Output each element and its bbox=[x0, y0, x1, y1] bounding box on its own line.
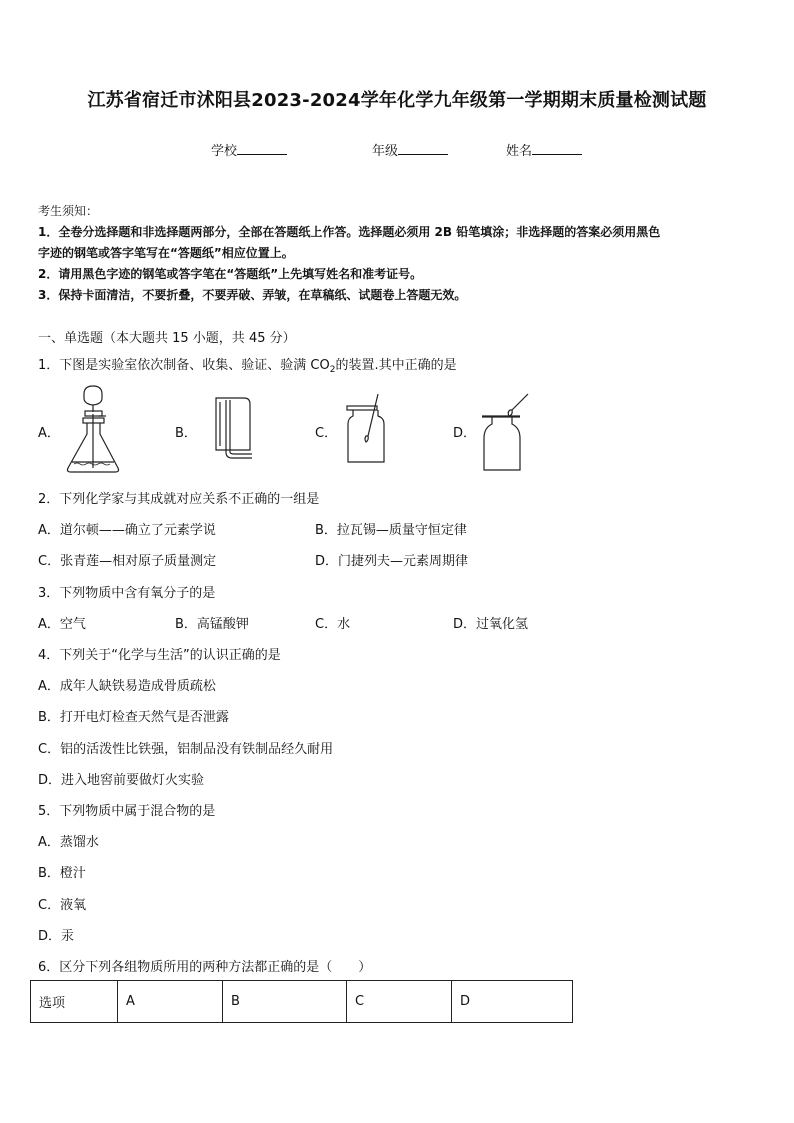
table-cell: 选项 bbox=[31, 981, 118, 1023]
q4-option-c: C．铝的活泼性比铁强，铝制品没有铁制品经久耐用 bbox=[38, 742, 334, 757]
school-label: 学校 bbox=[211, 144, 238, 159]
q1-option-b: B． bbox=[175, 426, 197, 441]
q2-option-d: D．门捷列夫—元素周期律 bbox=[315, 554, 469, 569]
table-cell: D bbox=[452, 981, 573, 1023]
notice-item: 字迹的钢笔或答字笔写在“答题纸”相应位置上。 bbox=[38, 246, 294, 260]
question-5-stem: 5．下列物质中属于混合物的是 bbox=[38, 804, 216, 819]
q3-option-a: A．空气 bbox=[38, 617, 86, 632]
q4-option-d: D．进入地窖前要做灯火实验 bbox=[38, 773, 205, 788]
table-cell: B bbox=[223, 981, 347, 1023]
q6-table bbox=[30, 980, 573, 1023]
grade-blank bbox=[398, 140, 448, 155]
school-blank bbox=[237, 140, 287, 155]
q4-option-a: A．成年人缺铁易造成骨质疏松 bbox=[38, 679, 216, 694]
table-row bbox=[31, 981, 573, 1023]
question-1-stem bbox=[38, 354, 457, 375]
bottle-test-icon bbox=[340, 392, 390, 468]
q2-option-b: B．拉瓦锡—质量守恒定律 bbox=[315, 523, 467, 538]
table-cell: A bbox=[118, 981, 223, 1023]
gas-collection-icon bbox=[208, 394, 264, 464]
q5-option-d: D．汞 bbox=[38, 929, 75, 944]
notice-item: 1．全卷分选择题和非选择题两部分，全部在答题纸上作答。选择题必须用 2B 铅笔填涂；非选择题的答案必须用黑色 bbox=[38, 225, 661, 239]
q1-stem-text-end: 的装置.其中正确的是 bbox=[335, 358, 457, 373]
q4-option-b: B．打开电灯检查天然气是否泄露 bbox=[38, 710, 229, 725]
section-heading: 一、单选题（本大题共 15 小题，共 45 分） bbox=[38, 331, 296, 346]
flask-apparatus-icon bbox=[60, 384, 124, 476]
question-2-stem: 2．下列化学家与其成就对应关系不正确的一组是 bbox=[38, 492, 320, 507]
q5-option-c: C．液氧 bbox=[38, 898, 87, 913]
name-field bbox=[506, 140, 582, 159]
q1-subscript: 2 bbox=[329, 365, 336, 375]
q5-option-b: B．橙汁 bbox=[38, 866, 86, 881]
question-4-stem: 4．下列关于“化学与生活”的认识正确的是 bbox=[38, 648, 281, 663]
name-blank bbox=[532, 140, 582, 155]
grade-label: 年级 bbox=[372, 144, 399, 159]
q1-option-c: C． bbox=[315, 426, 338, 441]
question-6-stem: 6．区分下列各组物质所用的两种方法都正确的是（ ） bbox=[38, 960, 372, 975]
q3-option-d: D．过氧化氢 bbox=[453, 617, 529, 632]
q3-option-b: B．高锰酸钾 bbox=[175, 617, 249, 632]
q1-stem-text: 1．下图是实验室依次制备、收集、验证、验满 CO bbox=[38, 358, 330, 373]
notice-item: 3．保持卡面清洁，不要折叠，不要弄破、弄皱，在草稿纸、试题卷上答题无效。 bbox=[38, 288, 467, 302]
q2-option-c: C．张青莲—相对原子质量测定 bbox=[38, 554, 217, 569]
q5-option-a: A．蒸馏水 bbox=[38, 835, 99, 850]
q3-option-c: C．水 bbox=[315, 617, 351, 632]
school-field bbox=[211, 140, 287, 159]
notice-heading: 考生须知： bbox=[38, 204, 99, 218]
q2-option-a: A．道尔顿——确立了元素学说 bbox=[38, 523, 216, 538]
q1-option-d: D． bbox=[453, 426, 477, 441]
grade-field bbox=[372, 140, 448, 159]
page-title: 江苏省宿迁市沭阳县2023-2024学年化学九年级第一学期期末质量检测试题 bbox=[87, 90, 707, 111]
table-cell: C bbox=[347, 981, 452, 1023]
name-label: 姓名 bbox=[506, 144, 533, 159]
bottle-full-check-icon bbox=[478, 392, 534, 474]
question-3-stem: 3．下列物质中含有氧分子的是 bbox=[38, 586, 216, 601]
q1-option-a: A． bbox=[38, 426, 60, 441]
notice-item: 2．请用黑色字迹的钢笔或答字笔在“答题纸”上先填写姓名和准考证号。 bbox=[38, 267, 423, 281]
